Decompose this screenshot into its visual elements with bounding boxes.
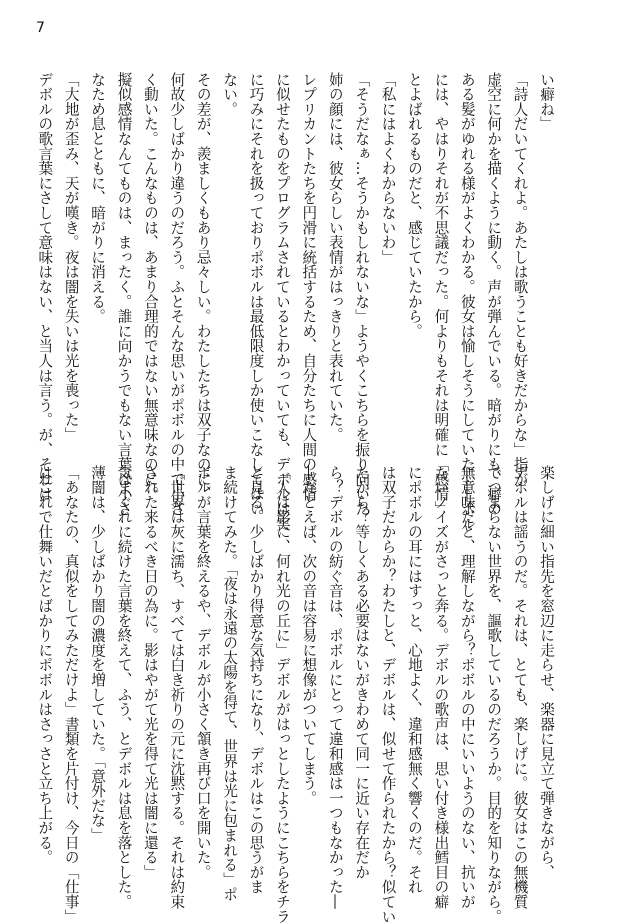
text-line: に巧みにそれを扱っておりポボルは最低限度しか使いこなしてはい	[247, 72, 265, 516]
text-line: く動いた。こんなものは、あまり合理的ではない無意味なのに。	[141, 72, 159, 502]
text-block-top	[31, 72, 559, 531]
text-line: 「私にはよくわからないわ」	[379, 72, 397, 265]
text-line: 姉の顔には、彼女らしい表情がはっきりと表れていた。	[326, 72, 344, 442]
text-line: 楽しげに細い指先を窓辺に走らせ、楽器に見立て弾きながら、	[538, 465, 555, 880]
text-line: 薄闇は、少しばかり闇の濃度を増していた。「意外だな」	[89, 465, 107, 843]
text-line: い癖ね」	[538, 72, 555, 132]
text-line: 「人は影に、何れ光の丘に」デボルがはっとしたようにこちらをチラ	[273, 465, 291, 924]
text-line: ない。	[221, 72, 239, 117]
text-line: 「詩人だいてくれよ。あたしは歌うことも好きだからな」指が	[511, 72, 529, 487]
text-line: その差が、羨ましくもあり忌々しい。わたしたちは双子なのに、	[194, 72, 212, 502]
text-block-bottom	[31, 465, 559, 924]
text-line: ―たとえば、次の音は容易に想像がついてしまう。	[300, 465, 318, 806]
text-line: 無意味だと、理解しながら？ポボルの中にいいようのない、抗いが	[458, 465, 476, 909]
text-line: たから？等しくある必要はないがきわめて同一に近い存在だか	[353, 465, 371, 880]
text-line: と見る。少しばかり得意な気持ちになり、デボルはこの思うがま	[247, 465, 265, 895]
text-line: レプリカントたちを円滑に統括するため、自分たちに人間の感情	[300, 72, 318, 502]
text-line: なため息とともに、暗がりに消える。	[89, 72, 107, 324]
text-line: は双子だからか？わたしと、デボルは、似せて作られたから？似てい	[379, 465, 397, 924]
text-line: 気まぐれに続けた言葉を終えて、ふう、とデボルは息を落とした。	[115, 465, 133, 909]
text-line: にポボルの耳にはすっと、心地よく、違和感無く響くのだ。それ	[405, 465, 423, 895]
text-line: 「世界は灰に濡ち、すべては白き祈りの元に沈黙する。それは約束	[168, 465, 186, 909]
text-line: に似せたものをプログラムされているとわかっていても、デボルは実	[273, 72, 291, 531]
page-number: 7	[36, 20, 45, 36]
text-line: デボルの歌言葉にさして意味はない、と当人は言う。が、それは	[36, 72, 54, 502]
text-line: ボルが言葉を終えるや、デボルが小さく頷き再び口を開いた。	[194, 465, 212, 880]
text-line: でつまらない世界を、謳歌しているのだろうか。目的を知りながら。	[485, 465, 503, 924]
text-line: 「大地が歪み、天が嘆き。夜は闇を失いは光を喪った」	[62, 72, 80, 442]
text-line: 「そうだなぁ…そうかもしれないな」ようやくこちらを振り向いた	[353, 72, 371, 516]
text-line: ある髪がゆれる様がよくわかる。彼女は愉しそうにしていた――ボル	[458, 72, 476, 531]
text-line: 何故少しばかり違うのだろう。ふとそんな思いがポボルの中で小さ	[168, 72, 186, 516]
text-line: された来るべき日の為に。影はやがて光を得て光は闇に還る」	[141, 465, 159, 880]
text-line: とよばれるものだと、感じていたから。	[405, 72, 423, 339]
text-line: はこれで仕舞いだとばかりにポボルはさっさと立ち上がる。	[36, 465, 54, 865]
text-line: デボルは謡うのだ。それは、とても、楽しげに。彼女はこの無機質	[511, 465, 529, 909]
text-line: 擬似感情なんてものは、まったく。誰に向かうでもない言葉は小さ	[115, 72, 133, 516]
text-line: ら？デボルの紡ぐ音は、ポボルにとって違和感は一つもなかった―	[326, 465, 344, 909]
text-line: 虚空に何かを描くように動く。声が弾んでいる。暗がりにも、癖の	[485, 72, 503, 516]
text-line: には、やはりそれが不思議だった。何よりもそれは明確に「感情」	[432, 72, 450, 516]
text-line: ま続けてみた。「夜は永遠の太陽を得て、世界は光に包まれる」ポ	[221, 465, 239, 902]
text-line: たいノイズがさっと奔る。デボルの歌声は、思い付き様出鱈目の癖	[432, 465, 450, 909]
text-line: 「あなたの、真似をしてみただけよ」書類を片付け、今日の「仕事」	[62, 465, 80, 924]
